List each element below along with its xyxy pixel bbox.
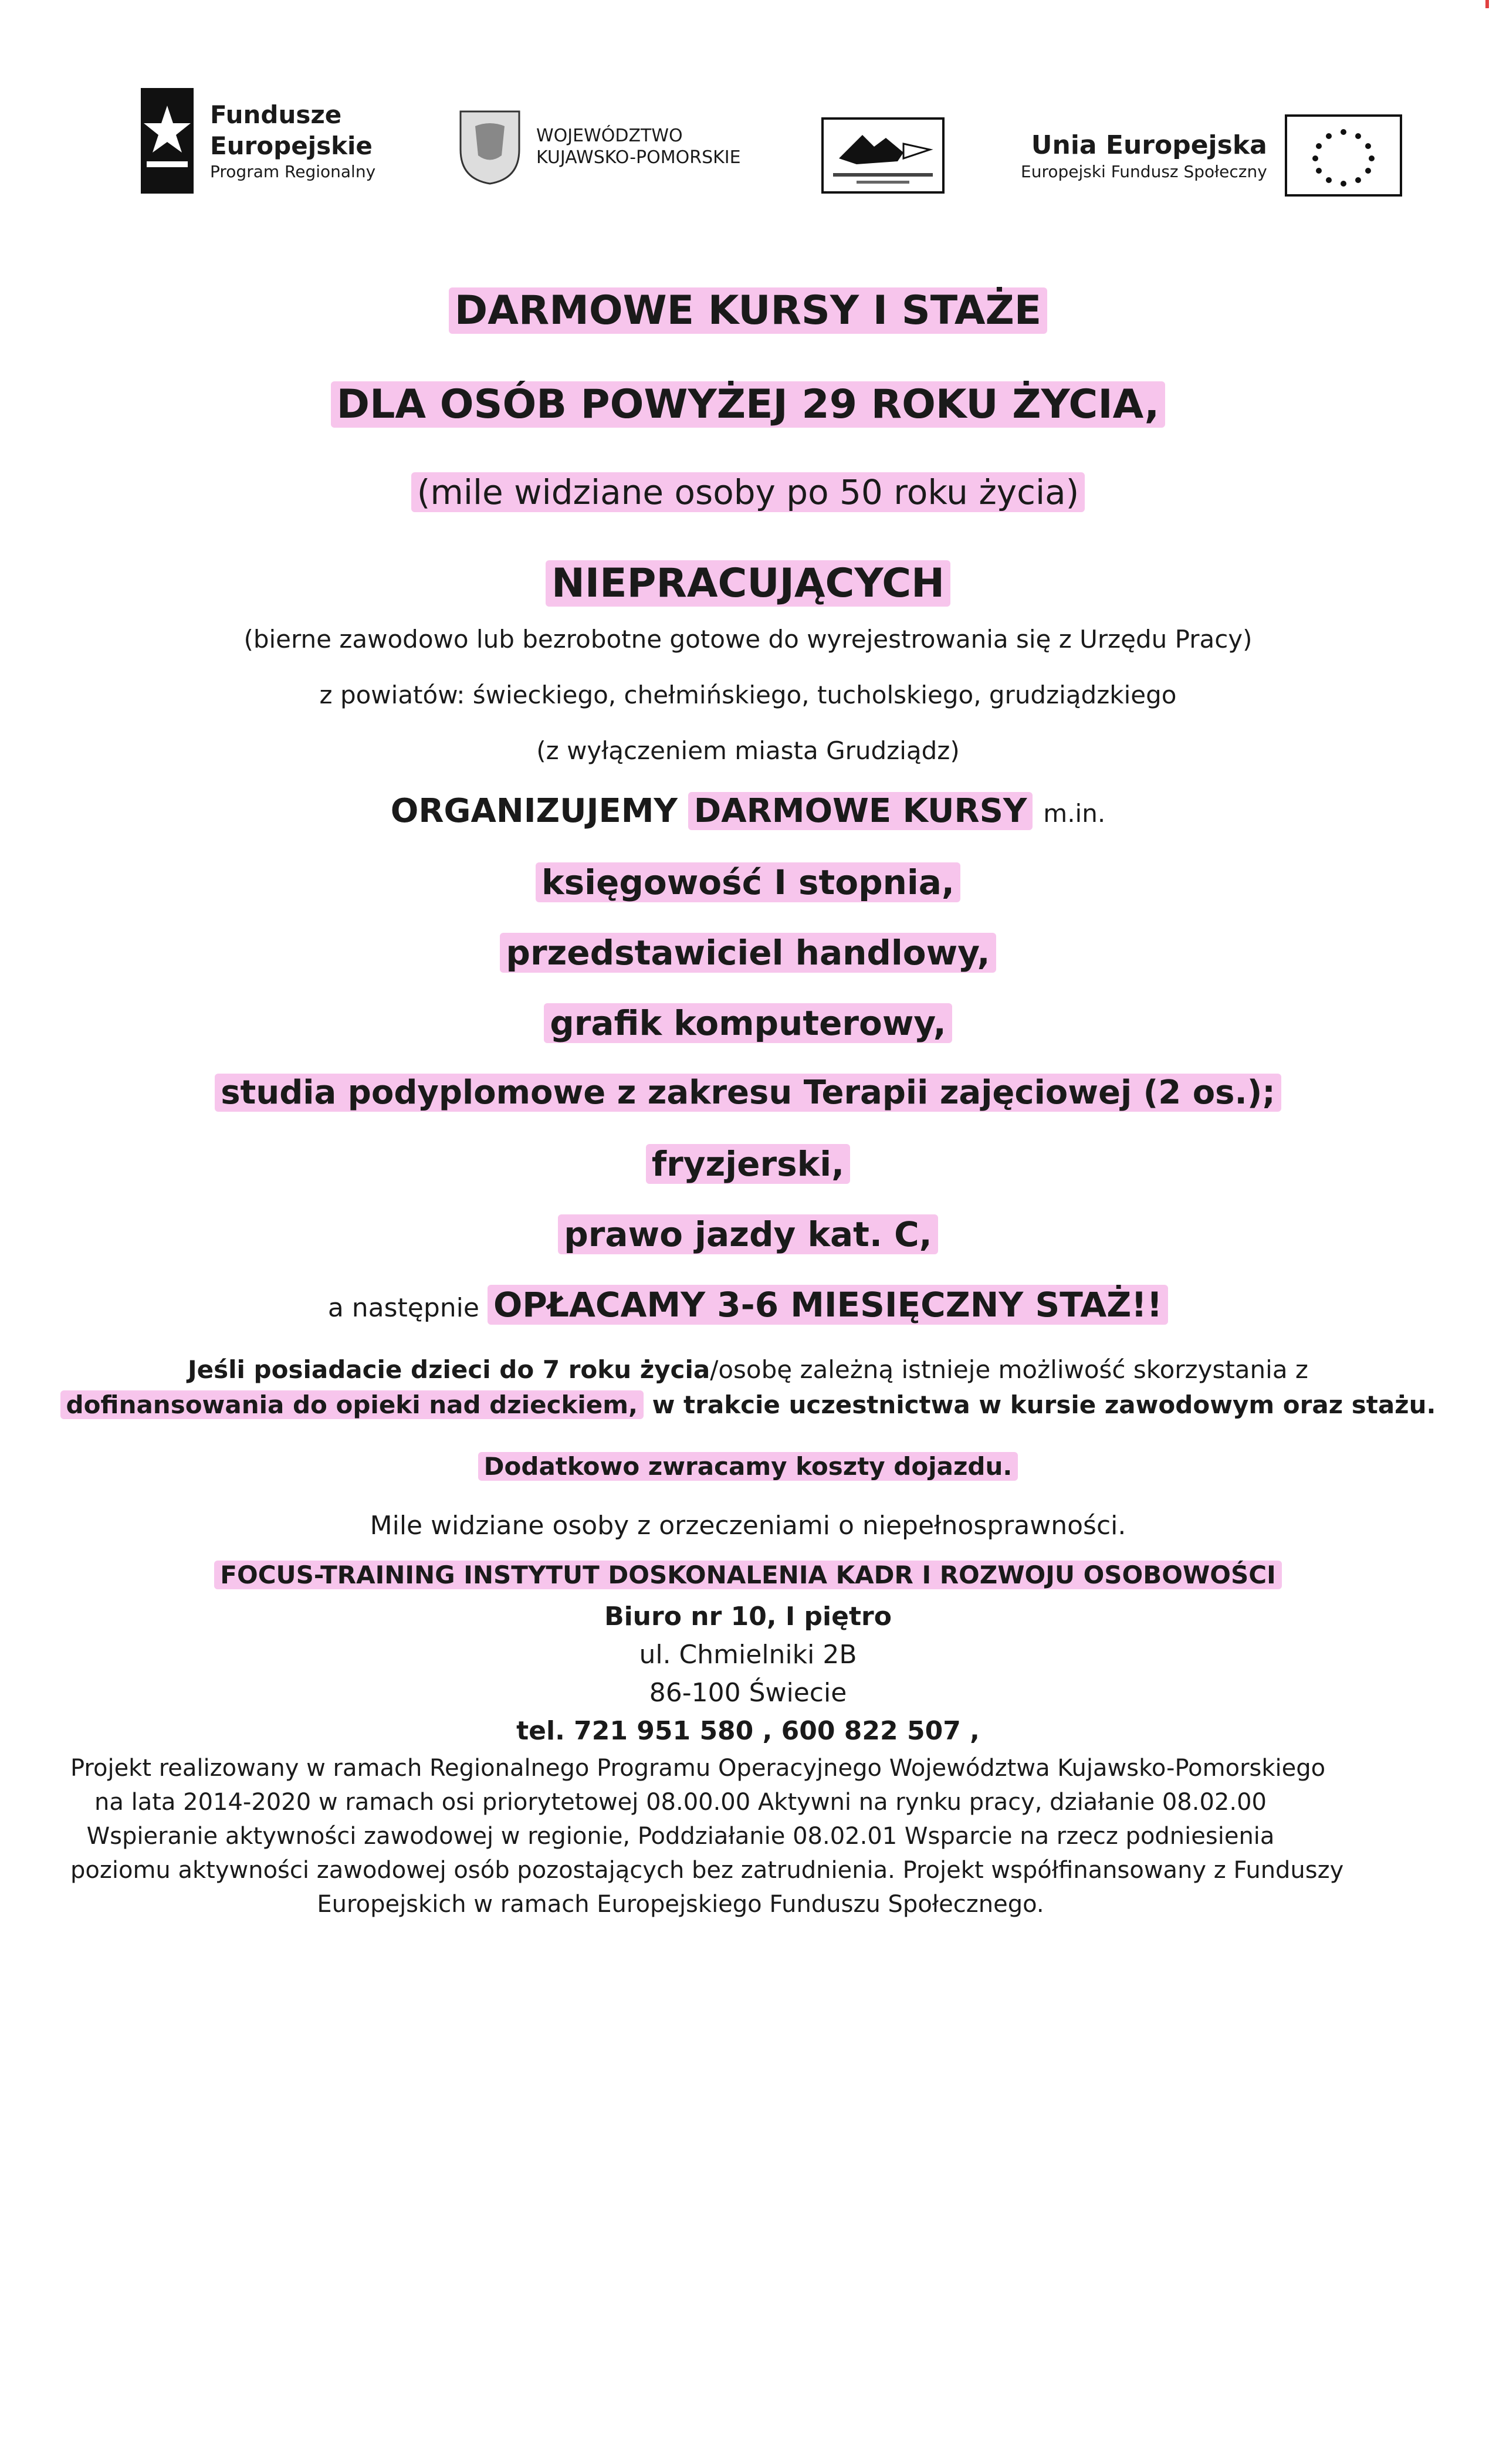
city-line: 86-100 Świecie [649, 1678, 847, 1708]
logo-fundusze-europejskie [141, 88, 375, 194]
childcare-d: w trakcie uczestnictwa w kursie zawodowym oraz stażu. [644, 1390, 1436, 1419]
ue-line1: Unia Europejska [1031, 130, 1267, 160]
course-5: fryzjerski, [0, 1144, 1496, 1184]
disability-line: Mile widziane osoby z orzeczeniami o niepełnosprawności. [370, 1511, 1126, 1541]
course-1: księgowość I stopnia, [0, 862, 1496, 902]
ue-line2: Europejski Fundusz Społeczny [1021, 162, 1267, 181]
org-name: FOCUS-TRAINING INSTYTUT DOSKONALENIA KADR I ROZWOJU OSOBOWOŚCI [0, 1561, 1496, 1589]
course-6: prawo jazdy kat. C, [0, 1214, 1496, 1254]
course-2: przedstawiciel handlowy, [0, 933, 1496, 973]
fe-line1: Fundusze [210, 100, 342, 129]
commute-line: Dodatkowo zwracamy koszty dojazdu. [0, 1452, 1496, 1481]
course-4: studia podyplomowe z zakresu Terapii zajęciowej (2 os.); [0, 1074, 1496, 1112]
headline-note: (mile widziane osoby po 50 roku życia) [0, 472, 1496, 512]
logo-urzad-pracy [821, 117, 945, 194]
eligibility-2: z powiatów: świeckiego, chełmińskiego, tucholskiego, grudziądzkiego [319, 681, 1177, 709]
office-line: Biuro nr 10, I piętro [604, 1602, 892, 1632]
logo-bar [129, 88, 1408, 217]
footer-line: Wspieranie aktywności zawodowej w regionie, Poddziałanie 08.02.01 Wsparcie na rzecz podniesienia [86, 1823, 1275, 1850]
course-3: grafik komputerowy, [0, 1003, 1496, 1043]
childcare-b: /osobę zależną istnieje możliwość skorzystania z [710, 1355, 1308, 1384]
internship-prefix: a następnie [327, 1293, 479, 1323]
phone-line: tel. 721 951 580 , 600 822 507 , [516, 1716, 980, 1746]
organize-highlight: DARMOWE KURSY [688, 792, 1033, 830]
project-footer [70, 1751, 1344, 1921]
street-line: ul. Chmielniki 2B [639, 1640, 857, 1670]
childcare-c: dofinansowania do opieki nad dzieckiem, [60, 1390, 644, 1419]
fe-line2: Europejskie [210, 131, 373, 160]
headline-3: NIEPRACUJĄCYCH [0, 560, 1496, 607]
footer-line: na lata 2014-2020 w ramach osi priorytetowej 08.00.00 Aktywni na rynku pracy, działanie 08.02.00 [94, 1789, 1267, 1816]
scan-mark [1485, 0, 1489, 8]
childcare-line-2 [0, 1390, 1496, 1419]
childcare-line-1 [0, 1355, 1496, 1384]
childcare-a: Jeśli posiadacie dzieci do 7 roku życia [188, 1355, 710, 1384]
internship-line [0, 1285, 1496, 1325]
headline-1: DARMOWE KURSY I STAŻE [0, 287, 1496, 334]
fundusze-europejskie-logo-icon [141, 88, 194, 194]
woj-line1: WOJEWÓDZTWO [536, 125, 683, 146]
woj-line2: KUJAWSKO-POMORSKIE [536, 147, 741, 168]
urzad-pracy-logo-icon [821, 117, 945, 194]
footer-line: poziomu aktywności zawodowej osób pozostających bez zatrudnienia. Projekt współfinansowany z Funduszy [70, 1857, 1344, 1884]
logo-wojewodztwo [458, 109, 741, 185]
coat-of-arms-icon [458, 109, 522, 185]
footer-line: Europejskich w ramach Europejskiego Funduszu Społecznego. [317, 1891, 1044, 1918]
footer-line: Projekt realizowany w ramach Regionalnego Programu Operacyjnego Województwa Kujawsko-Pomorskiego [70, 1755, 1326, 1782]
internship-highlight: OPŁACAMY 3-6 MIESIĘCZNY STAŻ!! [488, 1285, 1168, 1325]
organize-prefix: ORGANIZUJEMY [390, 792, 678, 830]
logo-unia-europejska [1021, 114, 1402, 197]
eligibility-1: (bierne zawodowo lub bezrobotne gotowe do wyrejestrowania się z Urzędu Pracy) [243, 625, 1253, 654]
fe-line3: Program Regionalny [210, 162, 376, 181]
organize-suffix: m.in. [1043, 799, 1106, 828]
headline-2: DLA OSÓB POWYŻEJ 29 ROKU ŻYCIA, [0, 381, 1496, 428]
organize-line [0, 792, 1496, 830]
eu-flag-icon [1285, 114, 1402, 197]
eligibility-3: (z wyłączeniem miasta Grudziądz) [536, 736, 960, 765]
